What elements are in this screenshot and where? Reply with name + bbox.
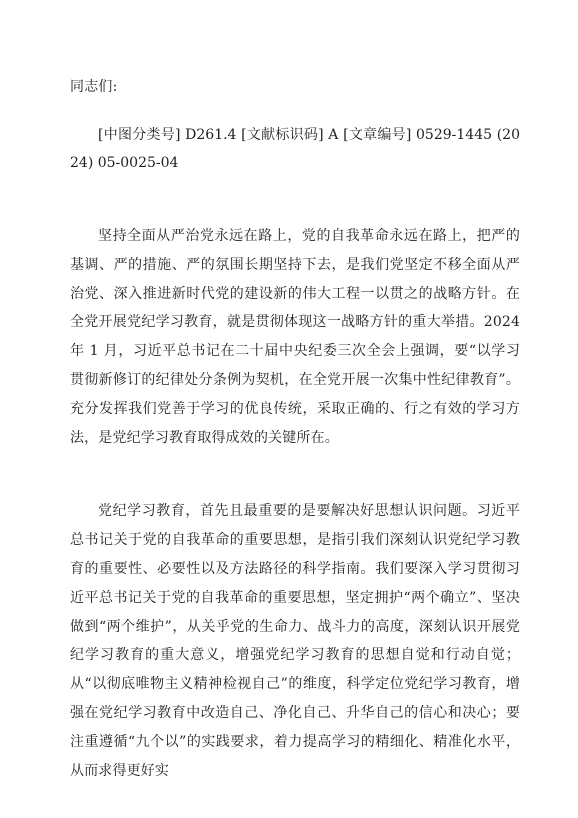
body-paragraph-1: 坚持全面从严治党永远在路上，党的自我革命永远在路上，把严的基调、严的措施、严的氛围长期坚持下去，是我们党坚定不移全面从严治党、深入推进新时代党的建设新的伟大工程一以贯之的战略方针。在全党开展党纪学习教育，就是贯彻体现这一战略方针的重大举措。2024 年 1 月，习近平总书记在二十届中央纪委三次全会上强调，要“以学习贯彻新修订的纪律处分条例为契机，在全党开展一次集中性纪律教育”。充分发挥我们党善于学习的优良传统，采取正确的、行之有效的学习方法，是党纪学习教育取得成效的关键所在。 bbox=[70, 228, 520, 446]
body-paragraph-2: 党纪学习教育，首先且最重要的是要解决好思想认识问题。习近平总书记关于党的自我革命的重要思想，是指引我们深刻认识党纪学习教育的重要性、必要性以及方法路径的科学指南。我们要深入学习贯彻习近平总书记关于党的自我革命的重要思想，坚定拥护“两个确立”、坚决做到“两个维护”，从关乎党的生命力、战斗力的高度，深刻认识开展党纪学习教育的重大意义，增强党纪学习教育的思想自觉和行动自觉；从“以彻底唯物主义精神检视自己”的维度，科学定位党纪学习教育，增强在党纪学习教育中改造自己、净化自己、升华自己的信心和决心；要注重遵循“九个以”的实践要求，着力提高学习的精细化、精准化水平，从而求得更好实 bbox=[70, 503, 520, 779]
salutation: 同志们: bbox=[70, 79, 118, 95]
classification-line: [中图分类号] D261.4 [文献标识码] A [文章编号] 0529-1445 (2024) 05-0025-04 bbox=[70, 127, 520, 171]
